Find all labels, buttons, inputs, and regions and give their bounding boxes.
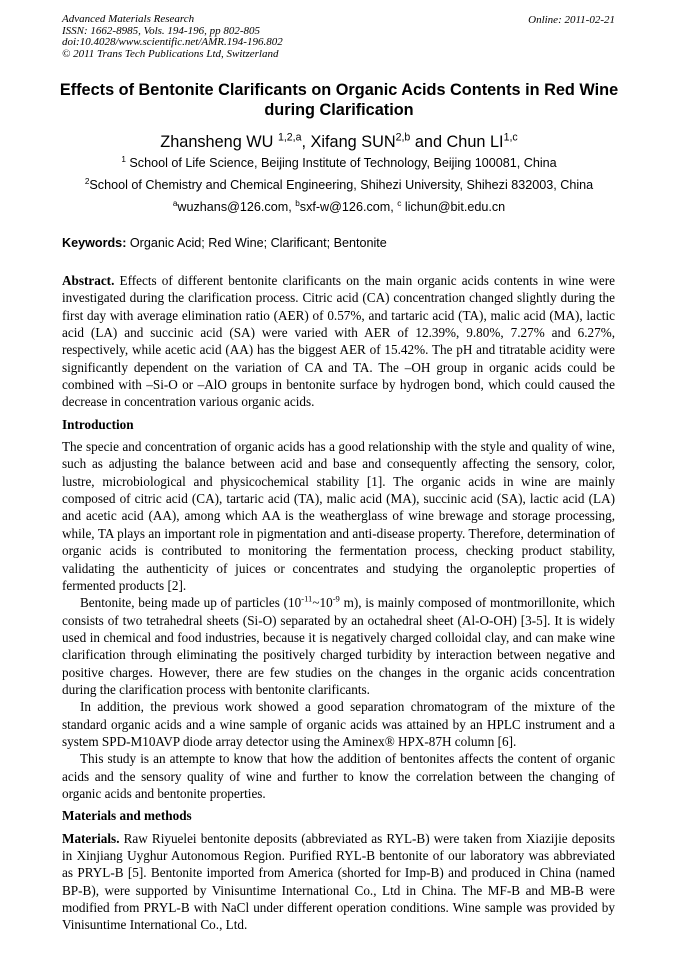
paper-title: Effects of Bentonite Clarificants on Organic Acids Contents in Red Wine during Clarification (59, 81, 619, 119)
author-sup: 1,c (503, 131, 518, 144)
keywords-label: Keywords: (62, 236, 127, 250)
text: m), is mainly composed of montmorillonite, which consists of two tetrahedral sheets (Si-O) separated by an octahedral sheet (Al-O-OH) [3-5]. It is widely used in chemical and food industries, because it is negatively charged colloidal clay, and can make wine clarification through eliminating the positively charged turbidity by interaction between negative and positive charges. However, there are few studies on the changes in the organic acids concentration during the clarification process with bentonite clarificants. (62, 595, 616, 697)
text: ~10 (312, 595, 333, 611)
abstract (62, 272, 615, 934)
emails (0, 200, 678, 214)
intro-paragraph-1: The specie and concentration of organic acids has a good relationship with the style and quality of wine, such as adjusting the balance between acid and base and consequently affecting the sensory, color, lustre, microbiological and physicochemical stability [1]. The organic acids in wine are mainly composed of citric acid (CA), tartaric acid (TA), malic acid (MA), succinic acid (SA), lactic acid (LA) and acetic acid (AA), among which AA is the weatherglass of wine brewage and storage processing, while, TA plays an important role in pigmentation and anti-disease property. Therefore, determination of organic acids is contributed to monitoring the fermentation process, checking product stability, validating the authenticity of juices or concentrates and studying the organoleptic properties of fermented products [2]. (62, 439, 615, 593)
intro-paragraph-2 (62, 594, 615, 698)
author-sup: 1,2,a (277, 131, 302, 144)
affiliation-sup: 1 (121, 154, 126, 164)
materials-text: Raw Riyuelei bentonite deposits (abbreviated as RYL-B) were taken from Xiazijie deposits in Xinjiang Uyghur Autonomous Region. Purified RYL-B bentonite of our laboratory was abbreviated as PRYL-B [5]. Bentonite imported from America (shorted for Imp-B) and produced in China (named BP-B), were supported by Vinisuntime International Co., Ltd in China. The MF-B and MB-B were modified from PRYL-B with NaCl under different operation conditions. Wine sample was provided by Vinisuntime International Co., Ltd. (62, 830, 615, 933)
author-name: Zhansheng WU (160, 133, 278, 151)
email[interactable]: sxf-w@126.com, (299, 200, 398, 214)
email-sup: c (397, 198, 402, 208)
doi: doi:10.4028/www.scientific.net/AMR.194-196.802 (62, 36, 283, 49)
text: Bentonite, being made up of particles (10 (80, 595, 302, 611)
keywords (62, 236, 387, 250)
affiliation-1 (0, 156, 678, 170)
keywords-text: Organic Acid; Red Wine; Clarificant; Bentonite (126, 236, 387, 250)
abstract-label: Abstract. (62, 273, 115, 288)
superscript: -11 (301, 593, 313, 604)
materials-label: Materials. (62, 830, 120, 846)
author-sup: 2,b (395, 131, 411, 144)
journal-header (62, 14, 283, 60)
materials-paragraph (62, 830, 615, 934)
authors (0, 133, 678, 152)
intro-paragraph-4: This study is an attempte to know that how the addition of bentonites affects the content of organic acids and the sensory quality of wine and further to know the correlation between the changing of organic acids and bentonite properties. (62, 751, 615, 801)
email-sup: b (295, 198, 300, 208)
journal-name: Advanced Materials Research (62, 13, 195, 25)
affiliation-sup: 2 (84, 176, 90, 186)
email[interactable]: lichun@bit.edu.cn (401, 200, 506, 214)
affiliation-text: School of Life Science, Beijing Institute of Technology, Beijing 100081, China (125, 156, 557, 170)
email-sup: a (172, 198, 178, 208)
affiliation-text: School of Chemistry and Chemical Engineering, Shihezi University, Shihezi 832003, China (89, 178, 594, 192)
affiliation-2 (0, 178, 678, 192)
superscript: -9 (332, 593, 340, 604)
email[interactable]: wuzhans@126.com, (177, 200, 296, 214)
intro-paragraph-3: In addition, the previous work showed a good separation chromatogram of the mixture of the standard organic acids and a wine sample of organic acids was attained by an HPLC instrument and a system SPD-M10AVP diode array detector using the Aminex® HPX-87H column [6]. (62, 699, 615, 749)
abstract-text: Effects of different bentonite clarificants on the main organic acids contents in wine were investigated during the clarification process. Citric acid (CA) concentration changed slightly during the first day with average elimination ratio (AER) of 0.57%, and tartaric acid (TA), malic acid (MA), lactic acid (LA) and succinic acid (SA) were varied with AER of 12.39%, 9.80%, 7.27% and 6.27%, respectively, while acetic acid (AA) has the biggest AER of 15.42%. The pH and titratable acidity were significantly dependent on the variation of CA and TA. The –OH group in organic acids could be combined with –Si-O or –AlO groups in bentonite surface by hydrogen bond, which could caused the decrease in concentration various organic acids. (62, 273, 615, 410)
author-name: and Chun LI (410, 133, 504, 151)
author-name: , Xifang SUN (301, 133, 396, 151)
copyright: © 2011 Trans Tech Publications Ltd, Switzerland (62, 47, 279, 60)
issn: ISSN: 1662-8985, Vols. 194-196, pp 802-805 (62, 24, 260, 37)
methods-heading: Materials and methods (62, 808, 192, 824)
online-date: Online: 2011-02-21 (528, 14, 615, 26)
introduction-heading: Introduction (62, 416, 134, 432)
